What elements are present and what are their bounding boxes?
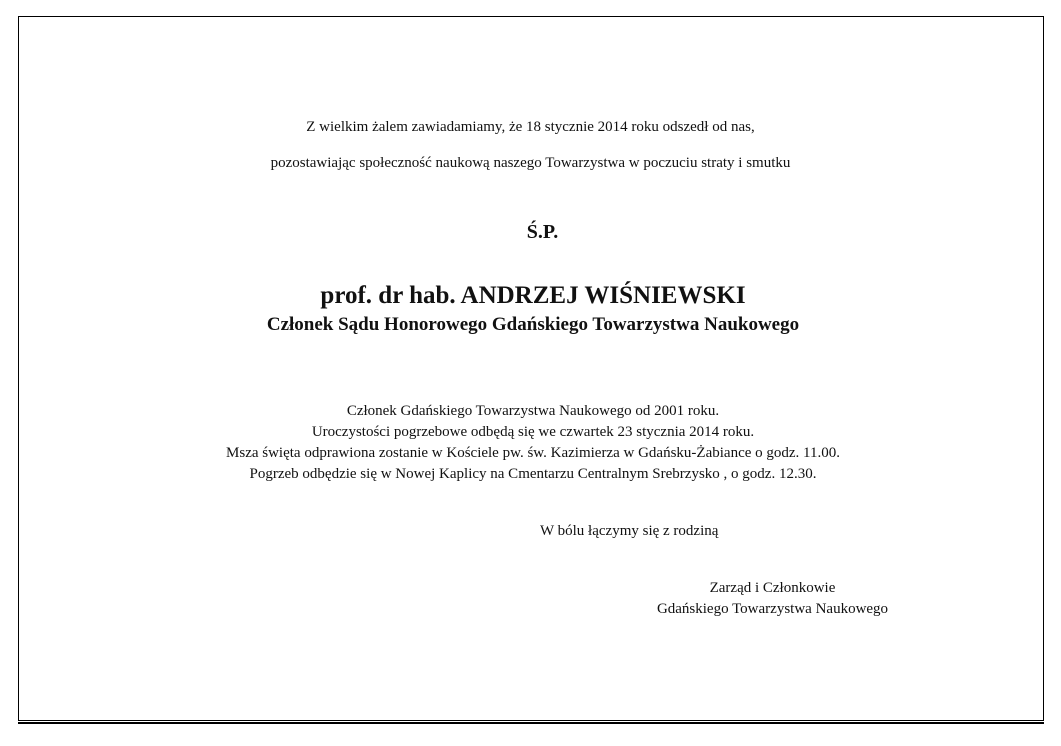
detail-line-1: Członek Gdańskiego Towarzystwa Naukowego od 2001 roku.	[346, 403, 720, 419]
detail-line-4: Pogrzeb odbędzie się w Nowej Kaplicy na Cmentarzu Centralnym Srebrzysko , o godz. 12.30.	[249, 466, 817, 482]
intro-line-2: pozostawiając społeczność naukową naszego Towarzystwa w poczuciu straty i smutku	[270, 155, 791, 171]
honorific: Ś.P.	[526, 221, 559, 243]
intro-line-1: Z wielkim żalem zawiadamiamy, że 18 stycznie 2014 roku odszedł od nas,	[306, 119, 755, 135]
page-bottom-rule	[18, 722, 1044, 724]
deceased-role: Członek Sądu Honorowego Gdańskiego Towarzystwa Naukowego	[266, 314, 800, 335]
detail-line-3: Msza święta odprawiona zostanie w Kościele pw. św. Kazimierza w Gdańsku-Żabiance o godz. 11.00.	[226, 445, 840, 461]
signature-line-2: Gdańskiego Towarzystwa Naukowego	[656, 601, 889, 617]
detail-line-2: Uroczystości pogrzebowe odbędą się we czwartek 23 stycznia 2014 roku.	[311, 424, 755, 440]
condolence-text: W bólu łączymy się z rodziną	[540, 523, 719, 539]
signature-line-1: Zarząd i Członkowie	[709, 580, 836, 596]
deceased-name: prof. dr hab. ANDRZEJ WIŚNIEWSKI	[320, 282, 746, 309]
